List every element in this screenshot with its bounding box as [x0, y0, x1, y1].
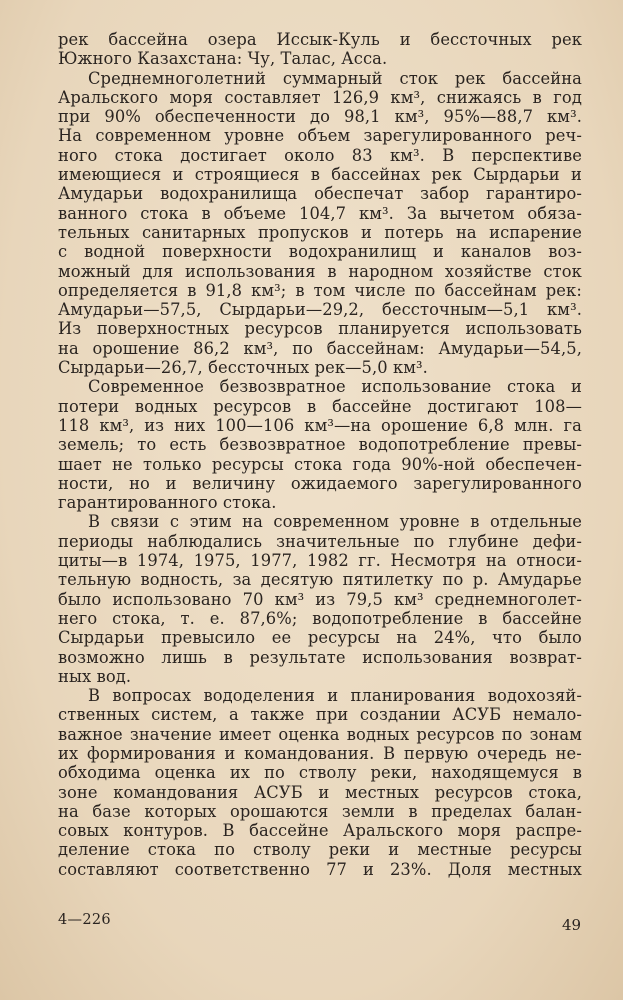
text-line: рек бассейна озера Иссык-Куль и бессточных рек — [58, 30, 582, 49]
text-line: деление стока по стволу реки и местные ресурсы — [58, 840, 582, 860]
text-line: при 90% обеспеченности до 98,1 км³, 95%—88,7 км³. — [58, 107, 582, 127]
text-line: было использовано 70 км³ из 79,5 км³ среднемноголет- — [58, 589, 582, 609]
text-line: можный для использования в народном хозяйстве сток — [58, 261, 582, 281]
text-line: земель; то есть безвозвратное водопотребление превы- — [58, 435, 582, 455]
text-line: Из поверхностных ресурсов планируется использовать — [58, 319, 582, 339]
text-line: ванного стока в объеме 104,7 км³. За вычетом обяза- — [58, 203, 582, 223]
text-line: него стока, т. е. 87,6%; водопотребление в бассейне — [58, 608, 582, 628]
text-line: возможно лишь в результате использования возврат- — [58, 647, 582, 667]
text-line: тельную водность, за десятую пятилетку по р. Амударье — [58, 570, 582, 590]
text-line: имеющиеся и строящиеся в бассейнах рек Сырдарьи и — [58, 165, 582, 185]
text-line: Современное безвозвратное использование стока и — [88, 377, 582, 397]
text-line: важное значение имеет оценка водных ресурсов по зонам — [58, 724, 582, 744]
text-line: зоне командования АСУБ и местных ресурсов стока, — [58, 782, 582, 802]
page-number: 49 — [562, 916, 582, 934]
text-line: Сырдарьи превысило ее ресурсы на 24%, что было — [58, 628, 582, 648]
text-line: с водной поверхности водохранилищ и каналов воз- — [58, 242, 582, 262]
text-line: Среднемноголетний суммарный сток рек бассейна — [88, 68, 582, 88]
text-line: На современном уровне объем зарегулированного реч- — [58, 126, 582, 146]
text-line: Сырдарьи—26,7, бессточных рек—5,0 км³. — [58, 358, 428, 378]
body-text — [58, 30, 582, 879]
text-line: обходима оценка их по стволу реки, находящемуся в — [58, 763, 582, 783]
text-line: Амударьи—57,5, Сырдарьи—29,2, бессточным—5,1 км³. — [58, 300, 582, 320]
text-line: гарантированного стока. — [58, 493, 277, 513]
text-line: Южного Казахстана: Чу, Талас, Асса. — [58, 49, 388, 69]
text-line: совых контуров. В бассейне Аральского моря распре- — [58, 821, 582, 841]
text-line: потери водных ресурсов в бассейне достигают 108— — [58, 396, 582, 416]
text-line: Амударьи водохранилища обеспечат забор гарантиро- — [58, 184, 582, 204]
text-line: периоды наблюдались значительные по глубине дефи- — [58, 531, 582, 551]
text-line: составляют соответственно 77 и 23%. Доля местных — [58, 859, 582, 879]
text-line: ных вод. — [58, 666, 132, 686]
text-line: В вопросах вододеления и планирования водохозяй- — [88, 686, 582, 706]
text-line: на орошение 86,2 км³, по бассейнам: Амударьи—54,5, — [58, 338, 582, 358]
text-line: ного стока достигает около 83 км³. В перспективе — [58, 145, 582, 165]
text-line: ственных систем, а также при создании АСУБ немало- — [58, 705, 582, 725]
text-line: В связи с этим на современном уровне в отдельные — [88, 512, 582, 532]
text-line: определяется в 91,8 км³; в том числе по бассейнам рек: — [58, 280, 582, 300]
text-line: на базе которых орошаются земли в пределах балан- — [58, 801, 582, 821]
text-line: Аральского моря составляет 126,9 км³, снижаясь в год — [58, 87, 582, 107]
text-line: циты—в 1974, 1975, 1977, 1982 гг. Несмотря на относи- — [58, 551, 582, 571]
text-line: 118 км³, из них 100—106 км³—на орошение 6,8 млн. га — [58, 415, 582, 435]
text-line: тельных санитарных пропусков и потерь на испарение — [58, 222, 582, 242]
text-line: ности, но и величину ожидаемого зарегулированного — [58, 473, 582, 493]
printer-signature: 4—226 — [58, 912, 111, 928]
text-line: шает не только ресурсы стока года 90%-ной обеспечен- — [58, 454, 582, 474]
text-line: их формирования и командования. В первую очередь не- — [58, 743, 582, 763]
